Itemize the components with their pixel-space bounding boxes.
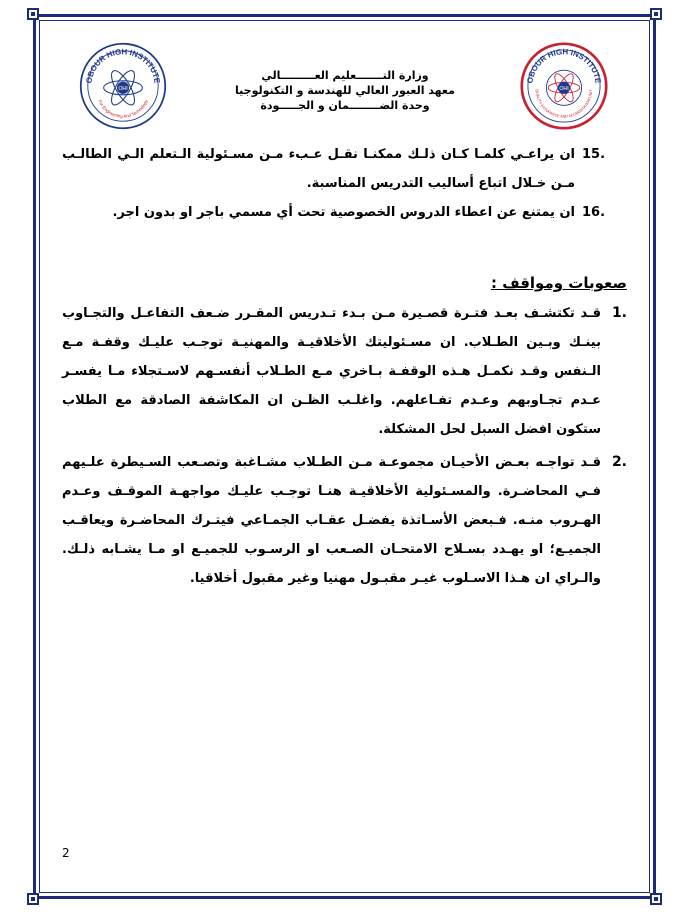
corner-ornament-bottom-left xyxy=(27,893,39,905)
point-text: قـد تكتشـف بعـد فتـرة قصـيرة مـن بـدء تـدريس المقـرر ضـعف التفاعـل والتجـاوب بينـك وبـين الطـلاب. ان مسـئوليتك الأخلاقيـة والمهنيـة توجـب عليـك وقفـة مـع الـنفس وقـد نكمـل هـذه الوقفـة بـاخري مـع الطـلاب أنفسـهم لاسـتجلاء مـا يفسـر عـدم تجـاوبهم وعـدم تفـاعلهم. واغلـب الظـن ان المكاشفة الصادقة مع الطلاب ستكون افضل السبل لحل المشكلة. xyxy=(62,306,601,437)
logo-right-title: OBOUR HIGH INSTITUTE xyxy=(525,47,603,84)
header-ministry: وزارة التـــــــعليم العـــــــــالي xyxy=(261,69,429,82)
point-number: 1. xyxy=(611,305,627,321)
list-item xyxy=(62,140,627,198)
corner-ornament-bottom-right xyxy=(650,893,662,905)
point-text: قـد تواجـه بعـض الأحيـان مجموعـة مـن الطـلاب مشـاغبة وتصـعب السـيطرة علـيهم فـي المحاضـرة. والمسـئولية الأخلاقيـة هنـا توجـب عليـك مواجهـة الموقـف وعـدم الهـروب منـه. فـبعض الأسـاتذة يفضـل عقـاب الجمـاعي فيتـرك المحاضـرة ويعاقـب الجميـع؛ او يهـدد بسـلاح الامتحـان الصـعب او الرسـوب للجميـع او مـا يشـابه ذلـك. والـراي ان هـذا الاسـلوب غيـر مقبـول مهنيا وغير مقبول أخلاقيا. xyxy=(62,455,601,586)
list-item xyxy=(62,448,627,593)
corner-ornament-top-left xyxy=(27,8,39,20)
point-number: 2. xyxy=(611,454,627,470)
list-item xyxy=(62,198,627,227)
page-number: 2 xyxy=(62,846,70,860)
section-heading: صعوبات ومواقف : xyxy=(491,274,627,292)
document-body xyxy=(62,140,627,593)
logo-left-mark: OHI xyxy=(118,85,128,92)
item-text: ان يراعـي كلمـا كـان ذلـك ممكنـا نقـل عـبء مـن مسـئولية الـتعلم الـي الطالـب مـن خـلال اتباع أساليب التدريس المناسبة. xyxy=(62,147,575,191)
logo-right-subtitle: QUALITY ASSURANCE AND ACCREDITATION UNIT xyxy=(534,89,594,119)
list-item xyxy=(62,299,627,444)
institute-logo-right xyxy=(520,42,608,130)
logo-right-mark: OHI xyxy=(559,85,569,92)
item-number: 15. xyxy=(582,147,606,162)
header-institute: معهد العبور العالي للهندسة و التكنولوجيا xyxy=(235,84,455,97)
institute-logo-left xyxy=(79,42,167,130)
corner-ornament-top-right xyxy=(650,8,662,20)
item-number: 16. xyxy=(582,205,606,220)
header-unit: وحدة الضــــــــمان و الجـــــودة xyxy=(260,99,430,112)
item-text: ان يمتنع عن اعطاء الدروس الخصوصية تحت أي مسمي باجر او بدون اجر. xyxy=(112,205,575,220)
logo-left-subtitle: For Engineering And Technology xyxy=(97,99,149,119)
logo-left-title: OBOUR HIGH INSTITUTE xyxy=(84,47,162,84)
document-header xyxy=(200,68,490,113)
